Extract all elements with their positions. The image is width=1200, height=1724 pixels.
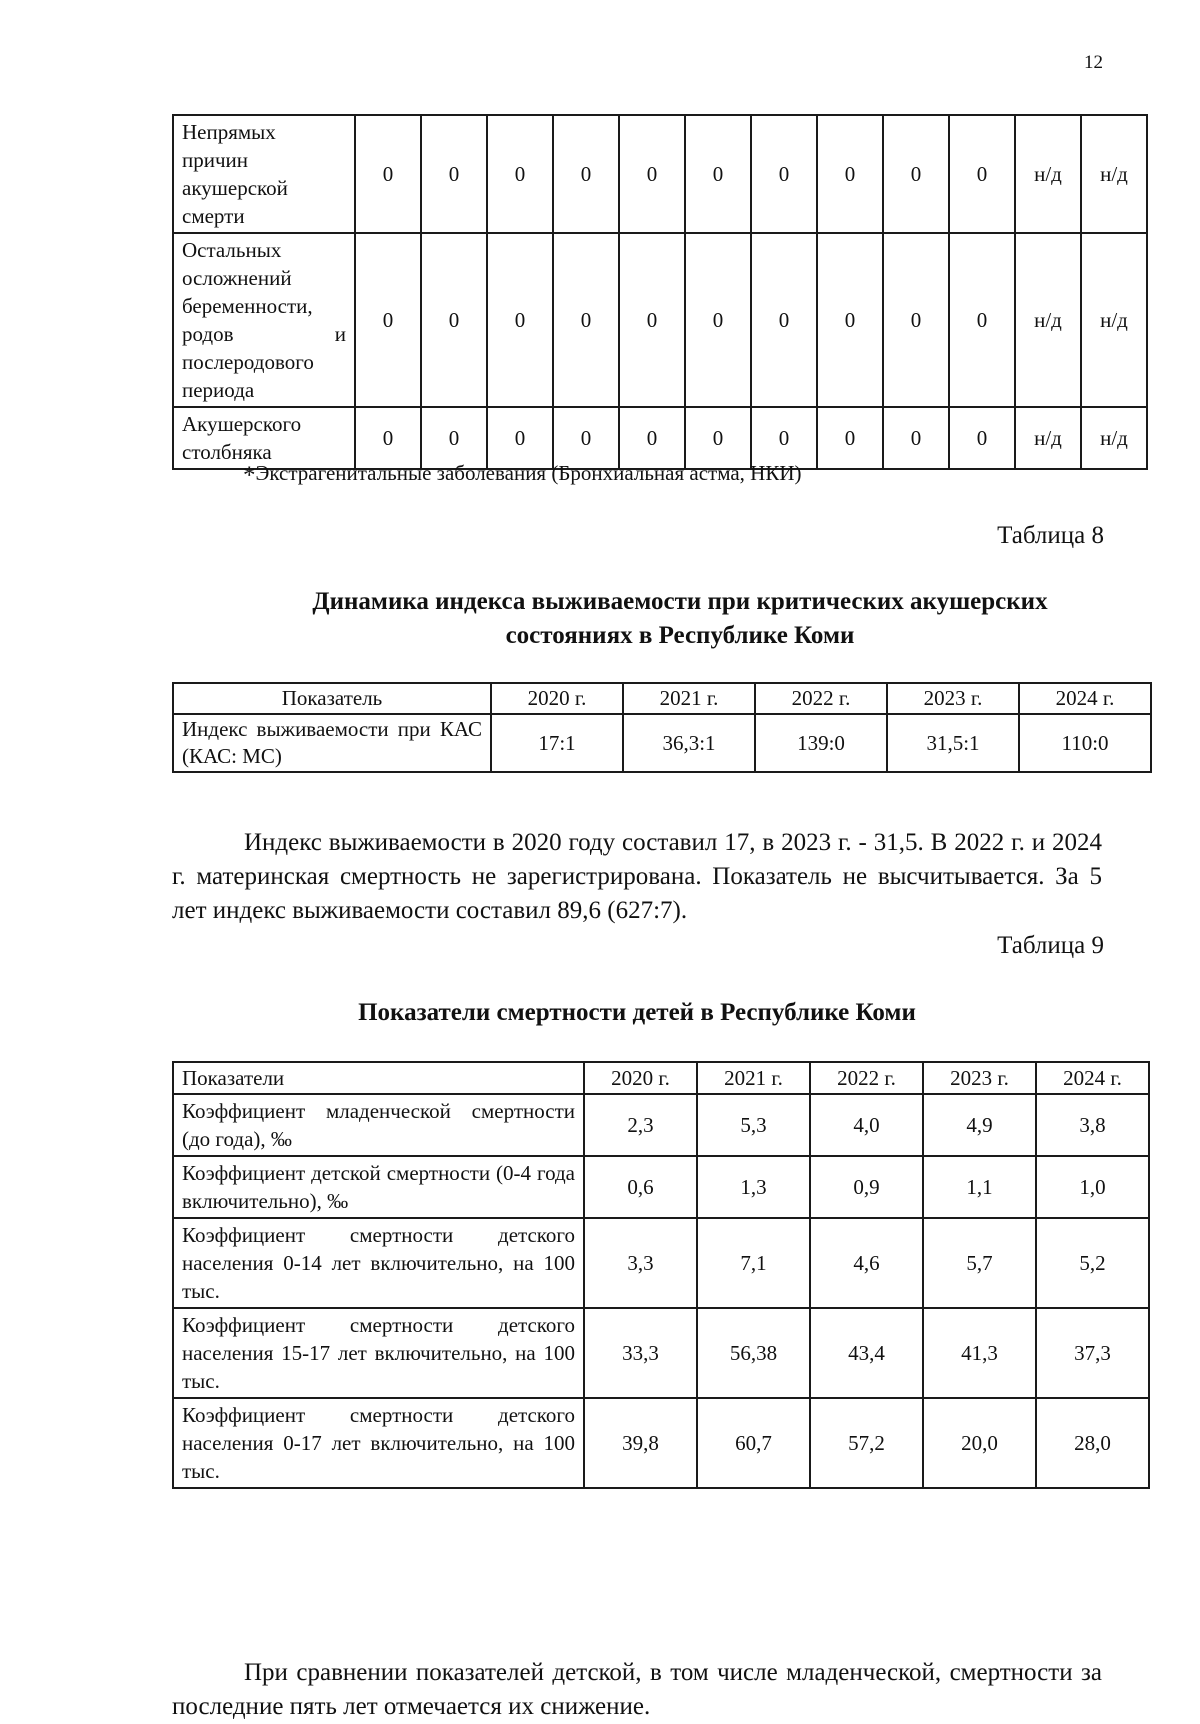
cell: 0 — [619, 233, 685, 407]
table-title-line: состояниях в Республике Коми — [505, 622, 855, 649]
cell: 39,8 — [584, 1398, 697, 1488]
column-header: 2020 г. — [491, 683, 623, 714]
row-label — [173, 233, 355, 407]
table-title-line: Динамика индекса выживаемости при критических акушерских — [312, 588, 1048, 615]
body-paragraph — [172, 1656, 1102, 1724]
row-label-line: беременности, — [182, 294, 313, 318]
column-header: 2022 г. — [755, 683, 887, 714]
column-header: 2023 г. — [887, 683, 1019, 714]
table-caption: Таблица 9 — [997, 932, 1104, 959]
cell: 0 — [355, 407, 421, 469]
cell: 0,9 — [810, 1156, 923, 1218]
row-label-line: послеродового — [182, 350, 314, 374]
cell: 33,3 — [584, 1308, 697, 1398]
cell: 0 — [751, 233, 817, 407]
survival-index-table — [172, 682, 1152, 773]
cell: 0 — [817, 407, 883, 469]
cell: 56,38 — [697, 1308, 810, 1398]
row-label: Коэффициент смертности детского населения 0-14 лет включительно, на 100 тыс. — [173, 1218, 584, 1308]
column-header: Показатели — [173, 1062, 584, 1094]
cell: 17:1 — [491, 714, 623, 772]
page-number: 12 — [1084, 52, 1103, 73]
table-row — [173, 233, 1147, 407]
body-paragraph — [172, 826, 1102, 928]
cell: 0 — [355, 233, 421, 407]
cell: 3,8 — [1036, 1094, 1149, 1156]
table-row — [173, 1156, 1149, 1218]
column-header: 2020 г. — [584, 1062, 697, 1094]
cell: 5,3 — [697, 1094, 810, 1156]
row-label: Коэффициент детской смертности (0-4 года включительно), ‰ — [173, 1156, 584, 1218]
cell: 139:0 — [755, 714, 887, 772]
column-header: Показатель — [173, 683, 491, 714]
row-label: Индекс выживаемости при КАС (КАС: МС) — [173, 714, 491, 772]
cell: 0 — [487, 115, 553, 233]
cell: 0 — [487, 233, 553, 407]
cell: 5,7 — [923, 1218, 1036, 1308]
row-label-line: Остальных — [182, 238, 282, 262]
footnote-text: Экстрагенитальные заболевания (Бронхиальная астма, НКИ) — [255, 461, 802, 485]
row-label: Коэффициент смертности детского населения 15-17 лет включительно, на 100 тыс. — [173, 1308, 584, 1398]
cell: 60,7 — [697, 1398, 810, 1488]
cell: 0 — [421, 115, 487, 233]
table-row — [173, 407, 1147, 469]
cell: н/д — [1015, 115, 1081, 233]
cell: 0 — [421, 233, 487, 407]
cell: 0 — [817, 115, 883, 233]
cell: 1,1 — [923, 1156, 1036, 1218]
table-row — [173, 1218, 1149, 1308]
cell: 0 — [355, 115, 421, 233]
obstetric-causes-table — [172, 114, 1148, 470]
table-header-row — [173, 683, 1151, 714]
column-header: 2024 г. — [1019, 683, 1151, 714]
cell: 37,3 — [1036, 1308, 1149, 1398]
cell: 4,9 — [923, 1094, 1036, 1156]
cell: н/д — [1015, 233, 1081, 407]
column-header: 2022 г. — [810, 1062, 923, 1094]
table-title — [200, 585, 1160, 653]
cell: 0 — [619, 115, 685, 233]
cell: 43,4 — [810, 1308, 923, 1398]
cell: 36,3:1 — [623, 714, 755, 772]
cell: 0,6 — [584, 1156, 697, 1218]
table-row — [173, 1308, 1149, 1398]
cell: 0 — [685, 407, 751, 469]
footnote-marker: * — [243, 462, 256, 489]
cell: 4,6 — [810, 1218, 923, 1308]
row-label-line: периода — [182, 378, 255, 402]
table-header-row — [173, 1062, 1149, 1094]
cell: н/д — [1015, 407, 1081, 469]
table-row — [173, 714, 1151, 772]
cell: 0 — [883, 407, 949, 469]
cell: 0 — [553, 233, 619, 407]
child-mortality-table — [172, 1061, 1150, 1489]
cell: 20,0 — [923, 1398, 1036, 1488]
table-caption: Таблица 8 — [997, 522, 1104, 549]
cell: 0 — [883, 115, 949, 233]
cell: 31,5:1 — [887, 714, 1019, 772]
cell: 0 — [949, 115, 1015, 233]
row-label: Коэффициент смертности детского населения 0-17 лет включительно, на 100 тыс. — [173, 1398, 584, 1488]
cell: 0 — [949, 407, 1015, 469]
cell: 0 — [883, 233, 949, 407]
cell: 0 — [751, 115, 817, 233]
column-header: 2023 г. — [923, 1062, 1036, 1094]
cell: 0 — [949, 233, 1015, 407]
cell: 4,0 — [810, 1094, 923, 1156]
cell: 0 — [487, 407, 553, 469]
cell: 0 — [751, 407, 817, 469]
row-label: Коэффициент младенческой смертности (до года), ‰ — [173, 1094, 584, 1156]
cell: н/д — [1081, 407, 1147, 469]
row-label-line: родов и — [182, 322, 346, 346]
row-label: Акушерского столбняка — [173, 407, 355, 469]
cell: 57,2 — [810, 1398, 923, 1488]
paragraph-text: Индекс выживаемости в 2020 году составил 17, в 2023 г. - 31,5. В 2022 г. и 2024 г. материнская смертность не зарегистрирована. Показатель не высчитывается. За 5 лет индекс выживаемости составил 89,6 (627:7). — [172, 829, 1102, 924]
cell: н/д — [1081, 233, 1147, 407]
cell: н/д — [1081, 115, 1147, 233]
cell: 110:0 — [1019, 714, 1151, 772]
cell: 0 — [421, 407, 487, 469]
cell: 41,3 — [923, 1308, 1036, 1398]
table-row — [173, 1094, 1149, 1156]
cell: 28,0 — [1036, 1398, 1149, 1488]
cell: 1,3 — [697, 1156, 810, 1218]
footnote — [243, 461, 802, 490]
cell: 0 — [685, 233, 751, 407]
cell: 0 — [685, 115, 751, 233]
cell: 0 — [553, 407, 619, 469]
table-row — [173, 115, 1147, 233]
table-row — [173, 1398, 1149, 1488]
cell: 3,3 — [584, 1218, 697, 1308]
cell: 0 — [619, 407, 685, 469]
cell: 7,1 — [697, 1218, 810, 1308]
cell: 5,2 — [1036, 1218, 1149, 1308]
paragraph-text: При сравнении показателей детской, в том числе младенческой, смертности за последние пять лет отмечается их снижение. — [172, 1659, 1102, 1720]
row-label: Непрямых причин акушерской смерти — [173, 115, 355, 233]
cell: 0 — [553, 115, 619, 233]
column-header: 2021 г. — [697, 1062, 810, 1094]
column-header: 2024 г. — [1036, 1062, 1149, 1094]
column-header: 2021 г. — [623, 683, 755, 714]
row-label-line: осложнений — [182, 266, 292, 290]
cell: 0 — [817, 233, 883, 407]
cell: 1,0 — [1036, 1156, 1149, 1218]
cell: 2,3 — [584, 1094, 697, 1156]
table-title: Показатели смертности детей в Республике Коми — [358, 999, 916, 1026]
